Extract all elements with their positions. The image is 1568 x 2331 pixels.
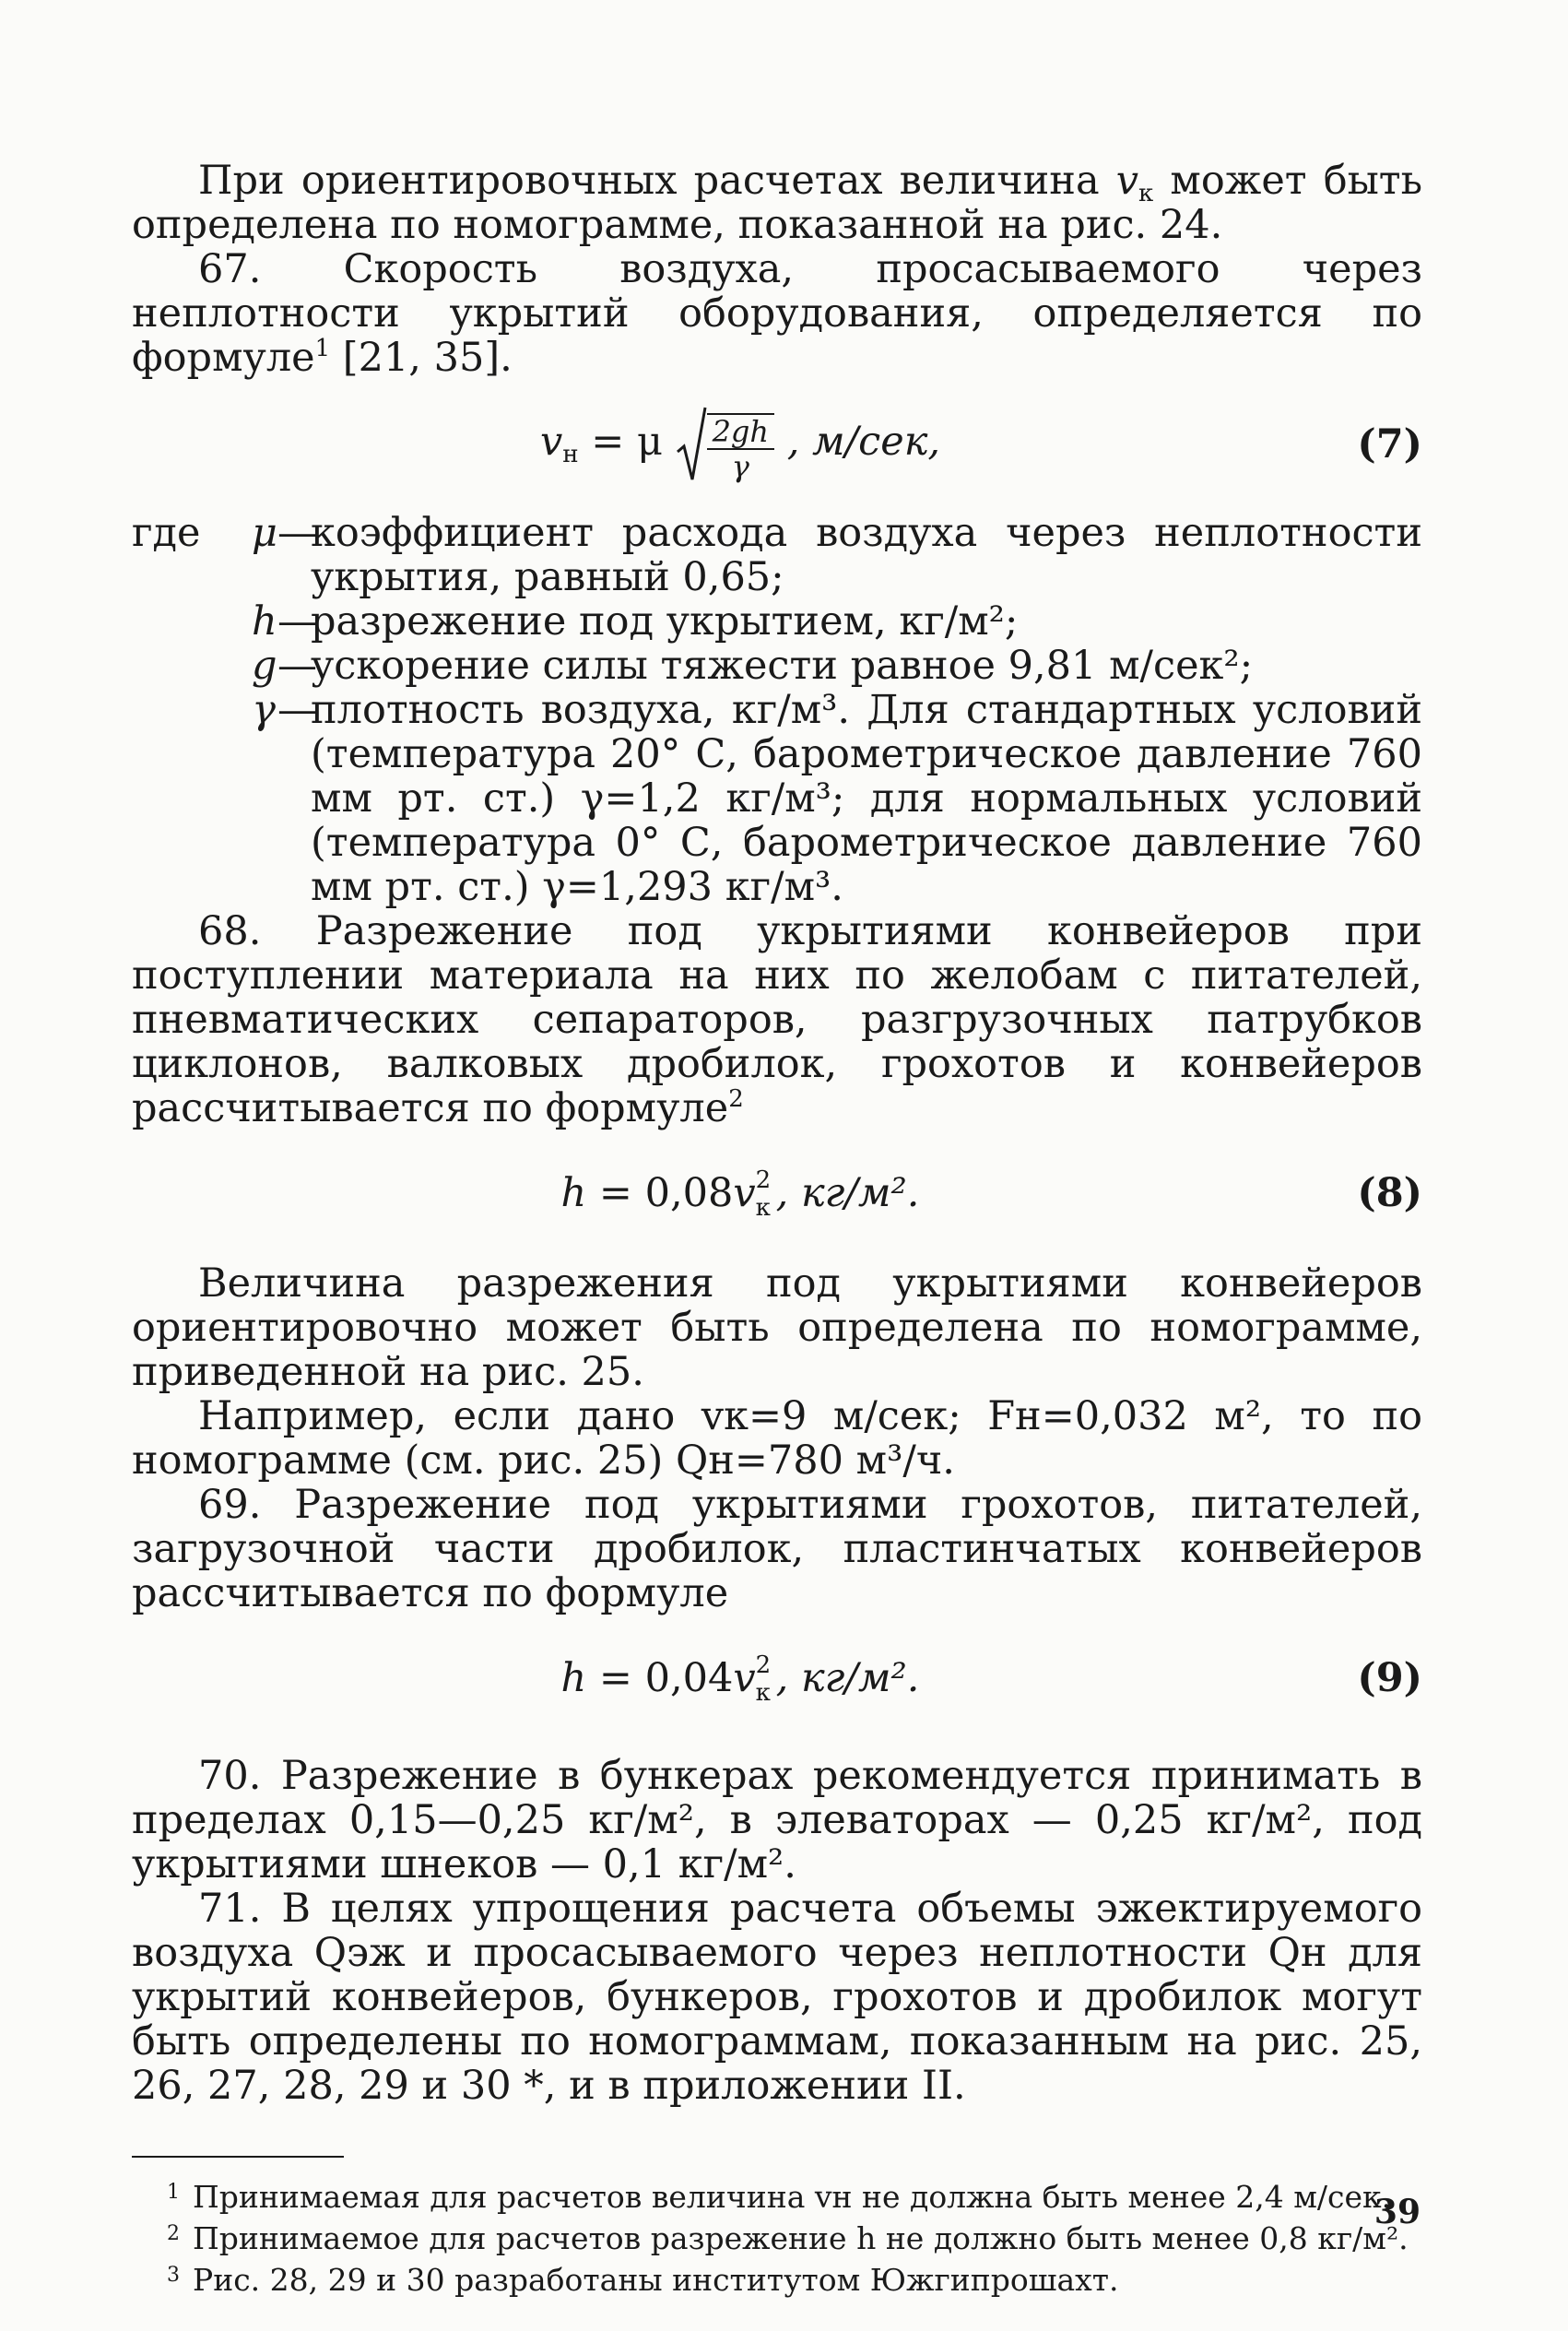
def-symbol: μ xyxy=(252,510,277,556)
paragraph-69: 69. Разрежение под укрытиями грохотов, питателей, загрузочной части дробилок, пластинчатых конвейеров рассчитывается по формуле xyxy=(132,1482,1422,1616)
definitions-list xyxy=(132,511,1422,909)
def-dash: — xyxy=(277,643,317,689)
footnote-divider xyxy=(132,2156,344,2158)
paragraph-example: Например, если дано vк=9 м/сек; Fн=0,032 м², то по номограмме (см. рис. 25) Qн=780 м³/ч. xyxy=(132,1393,1422,1484)
paragraph-67: 67. Скорость воздуха, просасываемого через неплотности укрытий оборудования, определяется по формуле$^1$ [21, 35]. xyxy=(132,246,1422,381)
formula-number-9: (9) xyxy=(1357,1655,1422,1701)
page-number: 39 xyxy=(1373,2193,1421,2231)
def-text: разрежение под укрытием, кг/м²; xyxy=(311,598,1019,645)
def-symbol: g xyxy=(252,643,277,689)
formula-8: h = 0,08v 2 к , кг/м². (8) xyxy=(560,1166,1422,1222)
def-text: коэффициент расхода воздуха через неплотности укрытия, равный 0,65; xyxy=(311,510,1422,600)
formula-7-denominator: γ xyxy=(731,449,749,484)
sqrt-sign xyxy=(676,406,774,483)
paragraph-70: 70. Разрежение в бункерах рекомендуется принимать в пределах 0,15—0,25 кг/м², в элеваторах — 0,25 кг/м², под укрытиями шнеков — 0,1 кг/м². xyxy=(132,1753,1422,1887)
paragraph-nomogram: Величина разрежения под укрытиями конвейеров ориентировочно может быть определена по номограмме, приведенной на рис. 25. xyxy=(132,1260,1422,1395)
paragraph-intro: При ориентировочных расчетах величина $v_к$ может быть определена по номограмме, показанной на рис. 24. xyxy=(132,158,1423,248)
def-dash: — xyxy=(277,687,317,733)
footnote: 2 Принимаемое для расчетов разрежение h не должно быть менее 0,8 кг/м². xyxy=(167,2220,1409,2256)
footnote: 3 Рис. 28, 29 и 30 разработаны институтом Южгипрошахт. xyxy=(167,2262,1119,2298)
def-symbol: γ xyxy=(252,687,276,733)
def-symbol: h xyxy=(252,598,277,645)
where-label: где xyxy=(132,510,201,556)
page-body xyxy=(132,159,1422,2299)
paragraph-68: 68. Разрежение под укрытиями конвейеров при поступлении материала на них по желобам с питателей, пневматических сепараторов, разгрузочных патрубков циклонов, валковых дробилок, грохотов и конвейеров рассчитывается по формуле$^2$ xyxy=(132,908,1422,1131)
footnote: 1 Принимаемая для расчетов величина vн не должна быть менее 2,4 м/сек. xyxy=(167,2179,1392,2215)
formula-7: $v_н = \mu$ $\frac{2gh}{\gamma}$ , м/сек, (7) xyxy=(132,400,1422,489)
def-dash: — xyxy=(277,510,317,556)
formula-number-8: (8) xyxy=(1357,1170,1422,1216)
def-text: ускорение силы тяжести равное 9,81 м/сек²; xyxy=(311,643,1254,689)
paragraph-71: 71. В целях упрощения расчета объемы эжектируемого воздуха Qэж и просасываемого через неплотности Qн для укрытий конвейеров, бункеров, грохотов и дробилок могут быть определены по номограммам, показанным на рис. 25, 26, 27, 28, 29 и 30 *, и в приложении II. xyxy=(132,1886,1422,2109)
formula-9: h = 0,04v 2 к , кг/м². (9) xyxy=(560,1651,1422,1707)
formula-number-7: (7) xyxy=(1357,421,1422,467)
def-dash: — xyxy=(277,598,317,645)
def-text: плотность воздуха, кг/м³. Для стандартных условий (температура 20° С, барометрическое давление 760 мм рт. ст.) γ=1,2 кг/м³; для нормальных условий (температура 0° С, барометрическое давление 760 мм рт. ст.) γ=1,293 кг/м³. xyxy=(311,687,1422,910)
formula-7-numerator: 2gh xyxy=(707,413,774,450)
